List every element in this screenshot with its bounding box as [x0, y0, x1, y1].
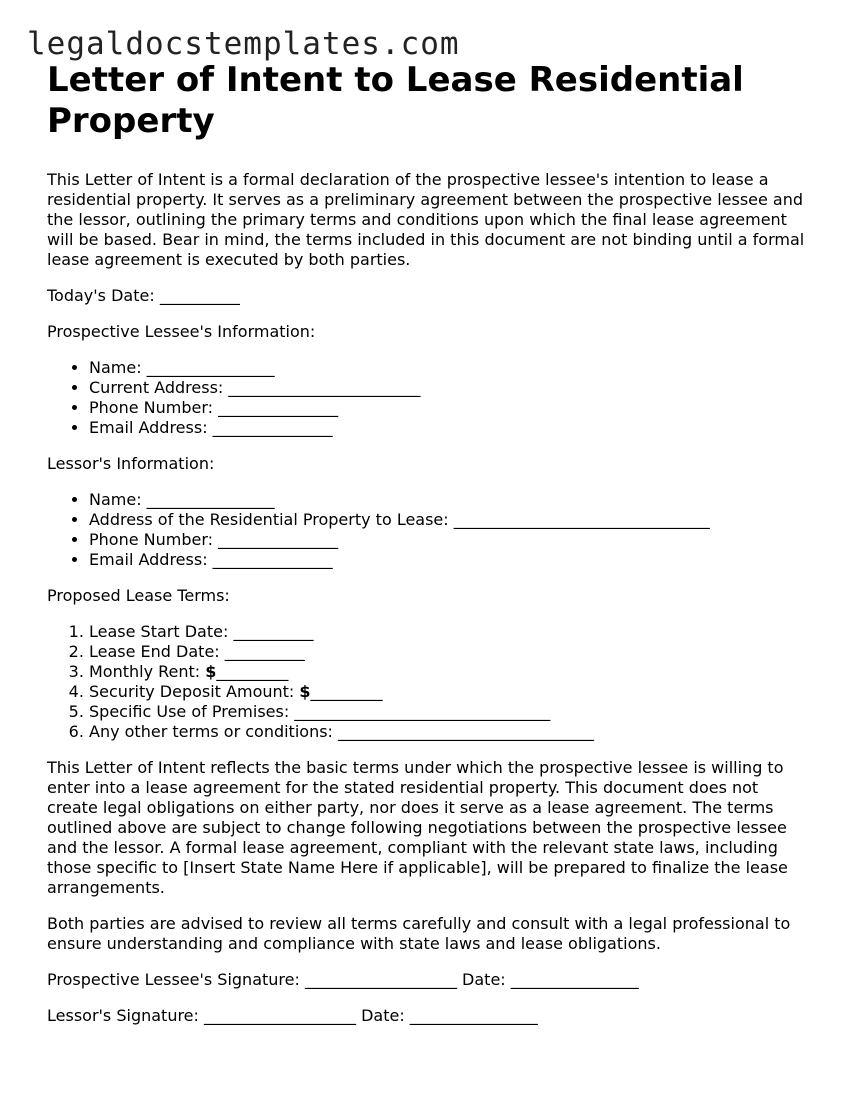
other-terms-item: 6. Any other terms or conditions: ________________________________: [89, 722, 807, 742]
lessor-signature-line: Lessor's Signature: ___________________ Date: ________________: [47, 1006, 538, 1025]
lessee-signature-line: Prospective Lessee's Signature: ___________________ Date: ________________: [47, 970, 639, 989]
lessee-email-item: • Email Address: _______________: [89, 418, 807, 438]
lease-terms-list: [47, 622, 807, 742]
todays-date-line: Today's Date: __________: [47, 286, 240, 305]
document-page: [47, 60, 807, 1042]
lessee-info-list: [47, 358, 807, 438]
lessor-email-item: • Email Address: _______________: [89, 550, 807, 570]
document-title: Letter of Intent to Lease Residential Property: [47, 60, 744, 141]
site-watermark: legaldocstemplates.com: [27, 26, 460, 62]
lessee-phone-item: • Phone Number: _______________: [89, 398, 807, 418]
monthly-rent-item: 3. Monthly Rent: $_________: [89, 662, 807, 682]
basic-terms-paragraph: This Letter of Intent reflects the basic terms under which the prospective lessee is willing to enter into a lease agreement for the stated residential property. This document does not create legal obligations on either party, nor does it serve as a lease agreement. The terms outlined above are subject to change following negotiations between the prospective lessee and the lessor. A formal lease agreement, compliant with the relevant state laws, including those specific to [Insert State Name Here if applicable], will be prepared to finalize the lease arrangements.: [47, 758, 788, 897]
lease-end-date-item: 2. Lease End Date: __________: [89, 642, 807, 662]
advice-paragraph: Both parties are advised to review all terms carefully and consult with a legal professional to ensure understanding and compliance with state laws and lease obligations.: [47, 914, 791, 953]
lessor-property-address-item: • Address of the Residential Property to Lease: ________________________________: [89, 510, 807, 530]
dollar-sign: $: [205, 662, 217, 681]
lease-start-date-item: 1. Lease Start Date: __________: [89, 622, 807, 642]
intro-paragraph: This Letter of Intent is a formal declaration of the prospective lessee's intention to lease a residential property. It serves as a preliminary agreement between the prospective lessee and the lessor, outlining the primary terms and conditions upon which the final lease agreement will be based. Bear in mind, the terms included in this document are not binding until a formal lease agreement is executed by both parties.: [47, 170, 805, 269]
lessee-address-item: • Current Address: ________________________: [89, 378, 807, 398]
lessee-info-heading: Prospective Lessee's Information:: [47, 322, 316, 341]
lessor-info-heading: Lessor's Information:: [47, 454, 215, 473]
lessor-name-item: • Name: ________________: [89, 490, 807, 510]
lessor-info-list: [47, 490, 807, 570]
dollar-sign: $: [299, 682, 311, 701]
lessor-phone-item: • Phone Number: _______________: [89, 530, 807, 550]
specific-use-item: 5. Specific Use of Premises: ________________________________: [89, 702, 807, 722]
security-deposit-item: 4. Security Deposit Amount: $_________: [89, 682, 807, 702]
lease-terms-heading: Proposed Lease Terms:: [47, 586, 230, 605]
lessee-name-item: • Name: ________________: [89, 358, 807, 378]
